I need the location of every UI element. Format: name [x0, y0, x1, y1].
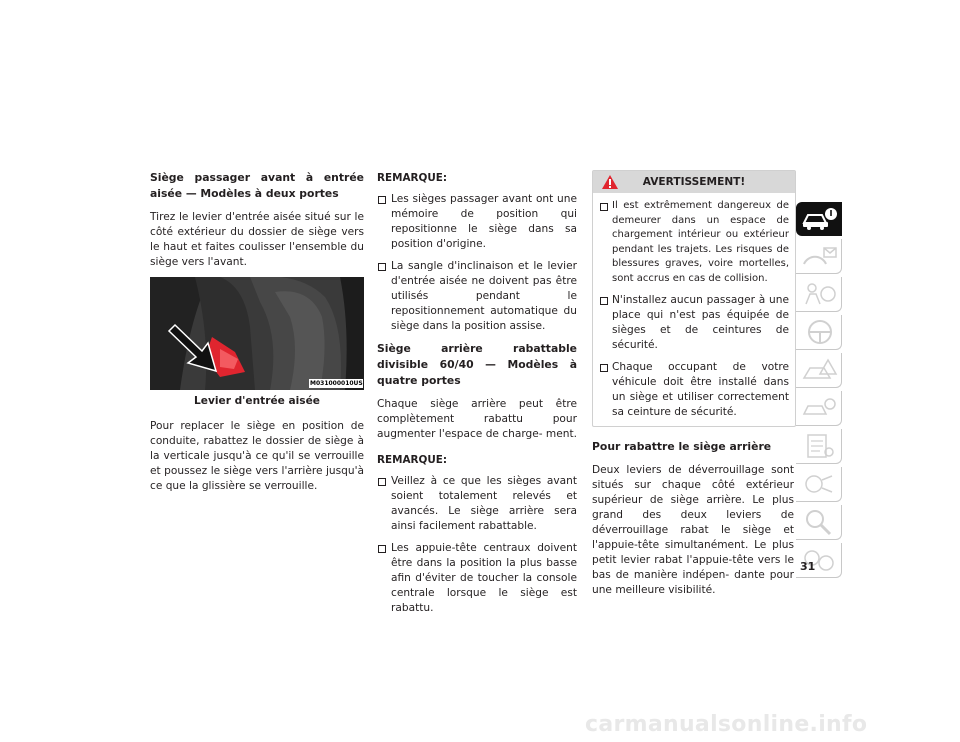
car-info-icon	[800, 205, 840, 233]
right-column	[592, 170, 794, 598]
tab-specifications[interactable]	[796, 467, 842, 502]
watermark: carmanualsonline.info	[585, 712, 868, 737]
remark2-item-front-seats: Veillez à ce que les sièges avant soient totalement relevés et avancés. Le siège arrière sera ainsi facilement rabattable.	[377, 474, 577, 534]
warning-item-seatbelt: Chaque occupant de votre véhicule doit être installé dans un siège et utiliser correctement sa ceinture de sécurité.	[599, 360, 789, 420]
search-icon	[800, 508, 840, 536]
chapter-tabs	[796, 202, 842, 581]
remark-label-1: REMARQUE:	[377, 172, 448, 184]
image-caption: Levier d'entrée aisée	[194, 395, 320, 407]
section-heading-easy-entry: Siège passager avant à entrée aisée — Modèles à deux portes	[150, 171, 364, 200]
remark1-item-memory: Les sièges passager avant ont une mémoire de position qui repositionne le siège dans sa position d'origine.	[377, 192, 577, 252]
warning-triangle-icon	[601, 174, 619, 190]
warning-item-passenger: N'installez aucun passager à une place qui n'est pas équipée de sièges et de ceintures de sécurité.	[599, 293, 789, 353]
middle-column	[377, 170, 577, 623]
crash-warning-icon	[800, 356, 840, 384]
tab-service[interactable]	[796, 391, 842, 426]
fold-rear-description: Deux leviers de déverrouillage sont situés sur chaque côté extérieur supérieur de siège arrière. Le plus grand des deux leviers de déverrouillage rabat le siège et l'appuie-tête simultanément. Le plus petit levier rabat l'appuie-tête vers le bas de manière indépen- dante pour une meilleure visibilité.	[592, 464, 794, 596]
image-code: M031000010US	[310, 380, 363, 387]
tab-maintenance[interactable]	[796, 429, 842, 464]
warning-title: AVERTISSEMENT!	[642, 175, 746, 188]
specifications-icon	[800, 470, 840, 498]
tab-car-info[interactable]	[796, 202, 842, 236]
remark2-item-headrests: Les appuie-tête centraux doivent être dans la position la plus basse afin d'éviter de toucher la console centrale lorsque le siège est rabattu.	[377, 541, 577, 616]
car-service-icon	[800, 394, 840, 422]
easy-entry-lever-photo	[150, 277, 364, 390]
return-seat-instructions: Pour replacer le siège en position de conduite, rabattez le dossier de siège à la verticale jusqu'à ce qu'il se verrouille et poussez le siège vers l'arrière jusqu'à ce que la glissière se verrouille.	[150, 420, 364, 492]
tab-dashboard[interactable]	[796, 239, 842, 274]
warning-header	[593, 171, 795, 193]
remark1-item-strap: La sangle d'inclinaison et le levier d'entrée aisée ne doivent pas être utilisés pendant le repositionnement automatique du siège dans la position assise.	[377, 259, 577, 334]
steering-wheel-icon	[800, 318, 840, 346]
left-column	[150, 170, 364, 494]
section-heading-fold-rear: Pour rabattre le siège arrière	[592, 440, 772, 453]
seat-photo-illustration	[150, 277, 364, 390]
tab-safety[interactable]	[796, 277, 842, 312]
tab-driving[interactable]	[796, 315, 842, 350]
tab-index[interactable]	[796, 505, 842, 540]
easy-entry-instructions: Tirez le levier d'entrée aisée situé sur le côté extérieur du dossier de siège vers le haut et faites coulisser l'ensemble du siège vers l'avant.	[150, 211, 364, 268]
rear-seat-description: Chaque siège arrière peut être complètement rabattu pour augmenter l'espace de charge- ment.	[377, 398, 578, 440]
airbag-child-icon	[800, 280, 840, 308]
tab-emergency[interactable]	[796, 353, 842, 388]
warning-box	[592, 170, 796, 427]
warning-item-cargo: Il est extrêmement dangereux de demeurer dans un espace de chargement intérieur ou extérieur pendant les trajets. Les risques de blessures graves, voire mortelles, sont accrus en cas de collision.	[599, 199, 789, 286]
page-number: 31	[800, 560, 816, 573]
remark-label-2: REMARQUE:	[377, 454, 448, 466]
dashboard-message-icon	[800, 242, 840, 270]
section-heading-rear-seat: Siège arrière rabattable divisible 60/40 — Modèles à quatre portes	[377, 342, 577, 387]
maintenance-list-icon	[800, 432, 840, 460]
warning-body	[593, 193, 795, 426]
